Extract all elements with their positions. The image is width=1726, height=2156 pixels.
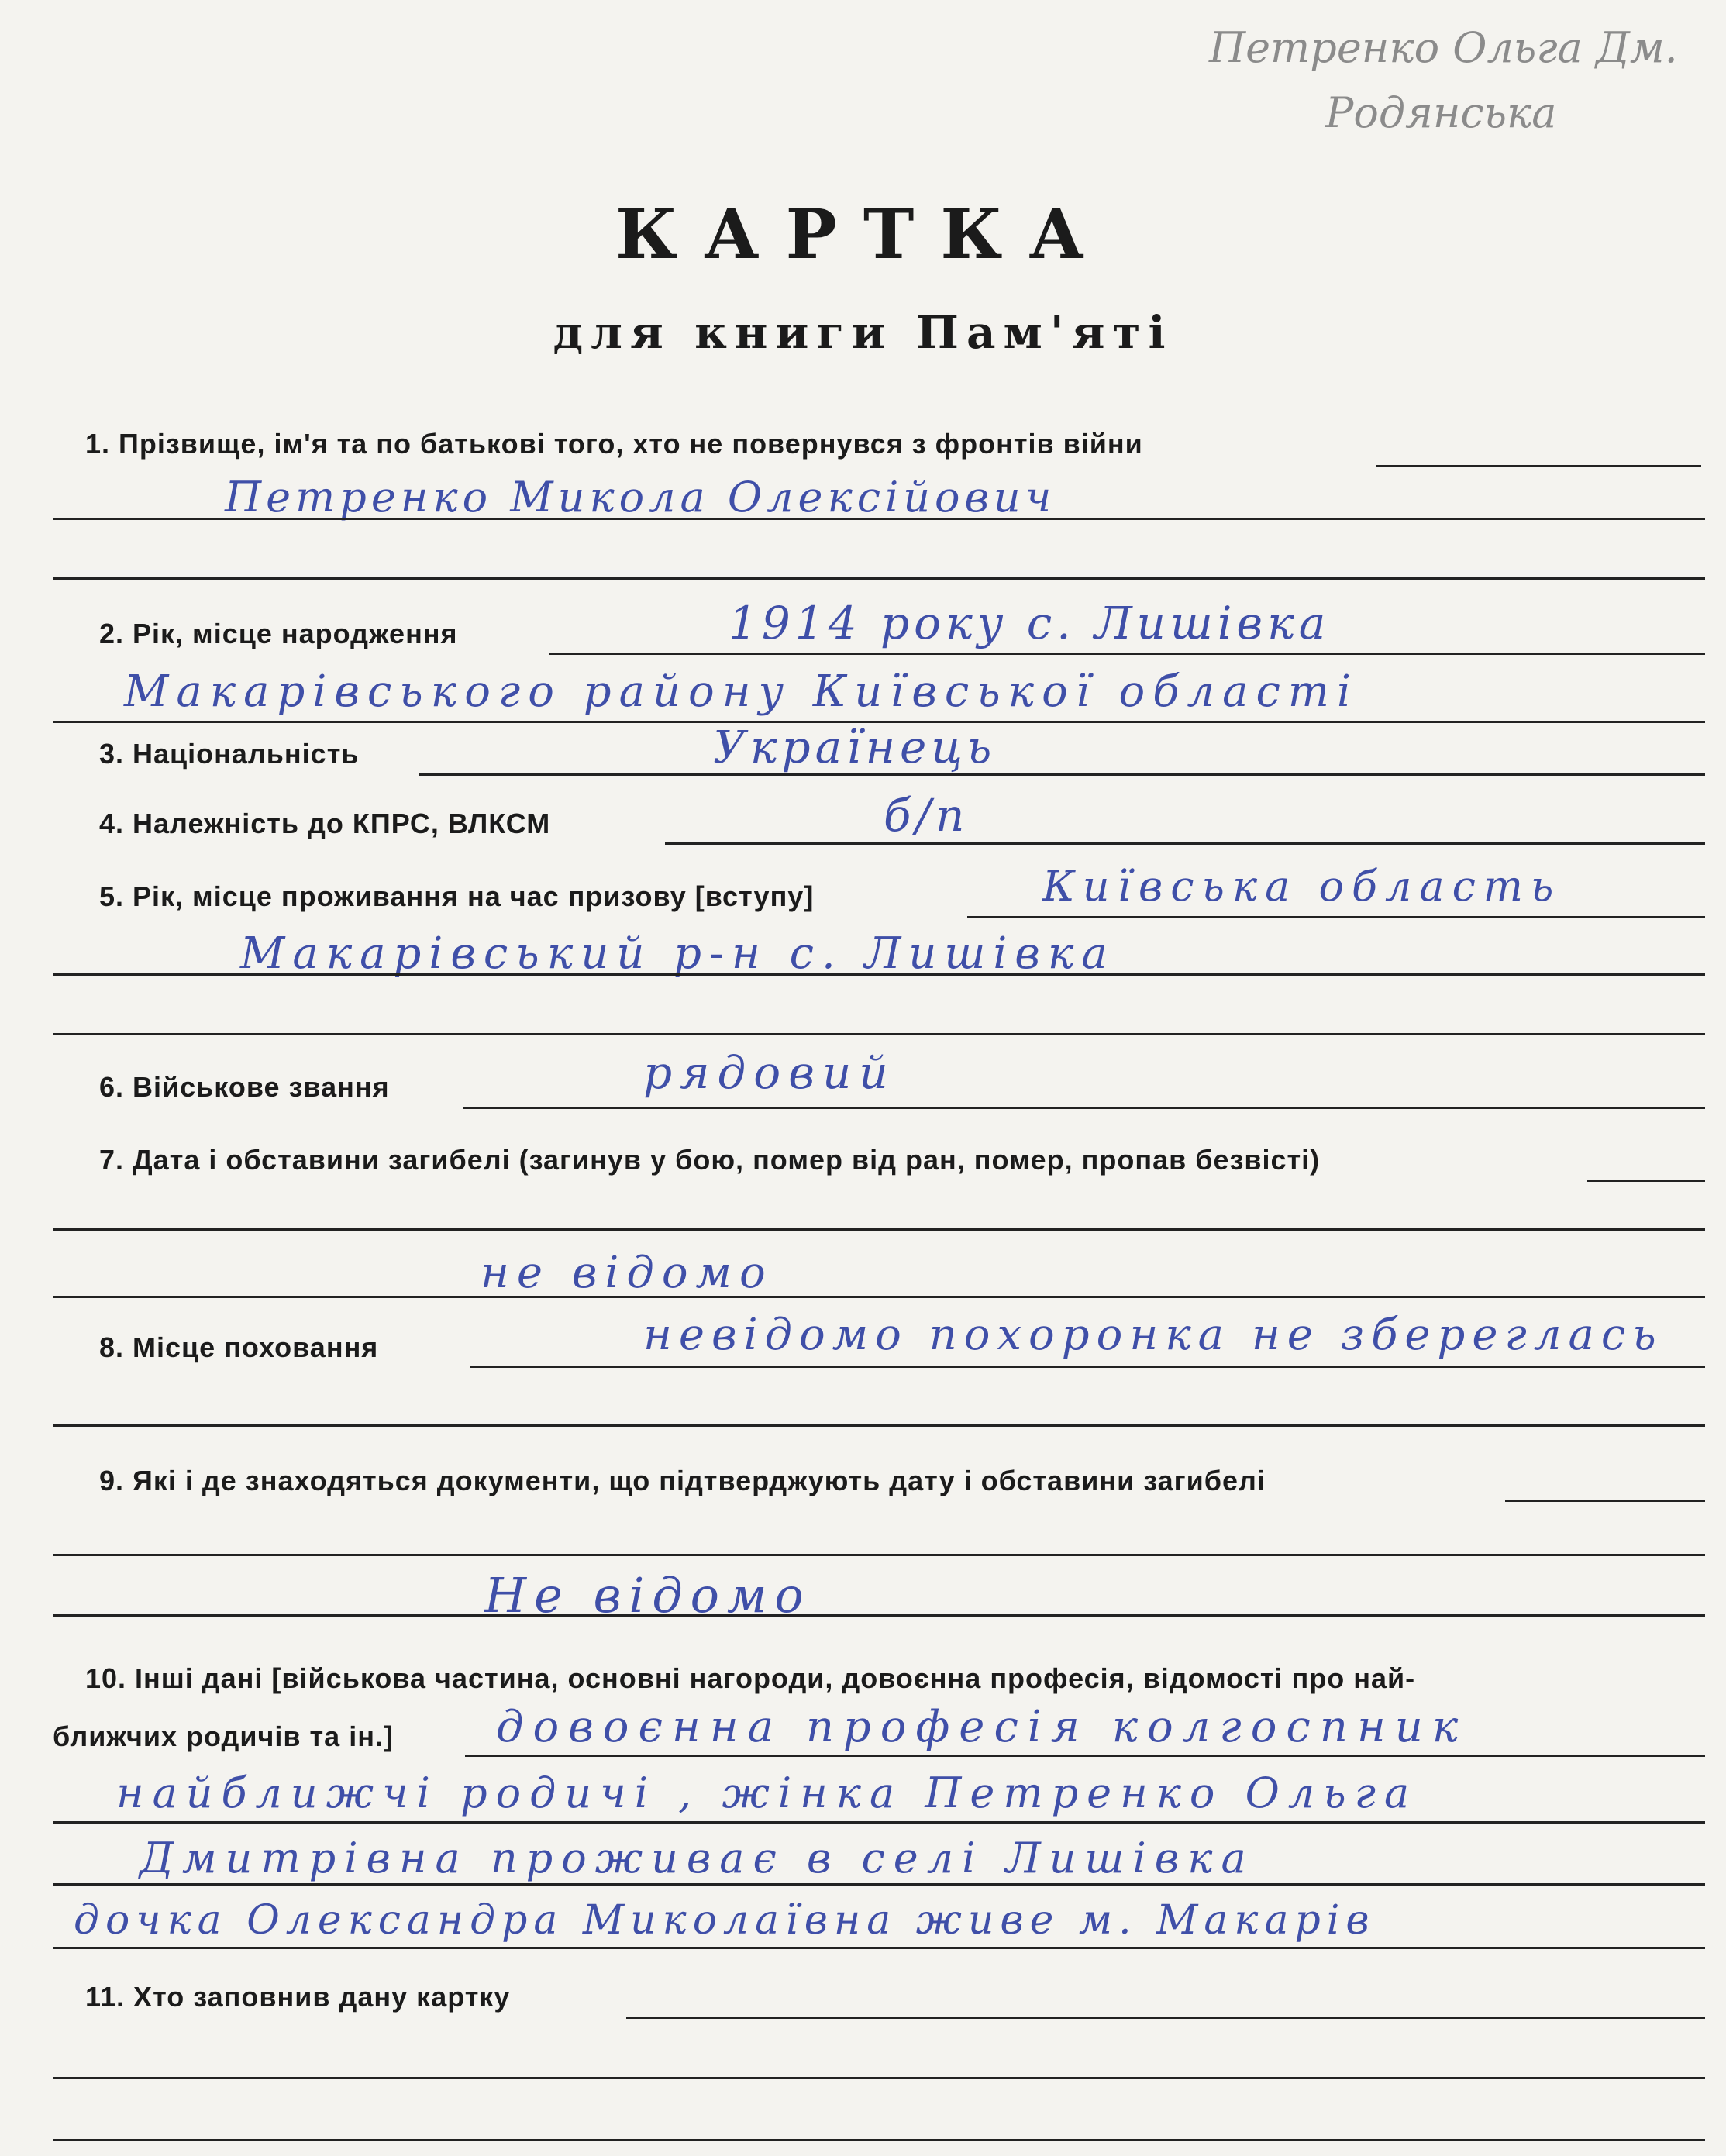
field-7-rule (1587, 1180, 1705, 1182)
field-7-rule (53, 1228, 1705, 1231)
field-10-label-line1: 10. Інші дані [військова частина, основні нагороди, довоєнна професія, відомості про най- (85, 1662, 1416, 1694)
field-3-value: Українець (713, 721, 997, 773)
pencil-annotation (1209, 15, 1713, 146)
field-5-rule (53, 1033, 1705, 1035)
field-10-label-line2: ближчих родичів та ін.] (53, 1720, 394, 1752)
field-1-rule (53, 577, 1705, 580)
field-5-rule (967, 916, 1705, 918)
field-3-rule (419, 773, 1705, 776)
field-10-rule (53, 1821, 1705, 1824)
field-5-label: 5. Рік, місце проживання на час призову [вступу] (99, 880, 815, 912)
field-1-rule (53, 518, 1705, 520)
card-subtitle: для книги Пам'яті (553, 306, 1173, 359)
field-8-label: 8. Місце поховання (99, 1331, 379, 1363)
pencil-note-line: Петренко Ольга Дм. (1209, 23, 1678, 72)
field-1-label: 1. Прізвище, ім'я та по батькові того, хто не повернувся з фронтів війни (85, 428, 1143, 460)
field-7-label: 7. Дата і обставини загибелі (загинув у бою, помер від ран, помер, пропав безвісті) (99, 1144, 1321, 1176)
field-10-rule (53, 1947, 1705, 1949)
field-1-value: Петренко Микола Олексійович (225, 473, 1056, 522)
field-11-rule (53, 2077, 1705, 2079)
field-9-value: Не відомо (484, 1567, 811, 1624)
field-10-value-line4: дочка Олександра Миколаївна живе м. Макарів (74, 1897, 1376, 1944)
field-8-value: невідомо похоронка не збереглась (643, 1310, 1663, 1360)
field-10-rule (465, 1755, 1705, 1757)
field-4-rule (665, 842, 1705, 845)
field-9-label: 9. Які і де знаходяться документи, що підтверджують дату і обставини загибелі (99, 1465, 1266, 1496)
field-2-label: 2. Рік, місце народження (99, 618, 458, 649)
field-5-rule (53, 973, 1705, 976)
field-9-rule (53, 1614, 1705, 1617)
field-10-value-line3: Дмитрівна проживає в селі Лишівка (140, 1834, 1255, 1882)
field-11-rule (53, 2139, 1705, 2141)
field-6-value: рядовий (643, 1046, 896, 1099)
field-6-rule (463, 1107, 1705, 1109)
pencil-note-line: Родянська (1325, 88, 1557, 137)
field-9-rule (1505, 1500, 1705, 1502)
field-4-value: б/п (884, 789, 970, 842)
field-1-rule (1376, 465, 1701, 467)
field-3-label: 3. Національність (99, 738, 360, 770)
field-5-value-line2: Макарівський р-н с. Лишівка (240, 928, 1115, 979)
field-7-rule (53, 1296, 1705, 1298)
field-10-rule (53, 1883, 1705, 1886)
field-5-value-line1: Київська область (1042, 862, 1562, 911)
field-2-value-line2: Макарівського району Київської області (124, 666, 1359, 717)
field-2-value-line1: 1914 року с. Лишівка (729, 597, 1331, 649)
field-4-label: 4. Належність до КПРС, ВЛКСМ (99, 808, 551, 839)
field-7-value: не відомо (481, 1248, 773, 1298)
field-9-rule (53, 1554, 1705, 1556)
field-6-label: 6. Військове звання (99, 1071, 390, 1103)
field-8-rule (470, 1366, 1705, 1368)
field-10-value-line1: довоєнна професія колгоспник (496, 1702, 1468, 1752)
field-11-label: 11. Хто заповнив дану картку (85, 1981, 511, 2013)
field-10-value-line2: найближчі родичі , жінка Петренко Ольга (116, 1769, 1418, 1817)
field-11-rule (626, 2017, 1705, 2019)
card-title: КАРТКА (615, 194, 1111, 274)
field-2-rule (549, 653, 1705, 655)
field-8-rule (53, 1424, 1705, 1427)
